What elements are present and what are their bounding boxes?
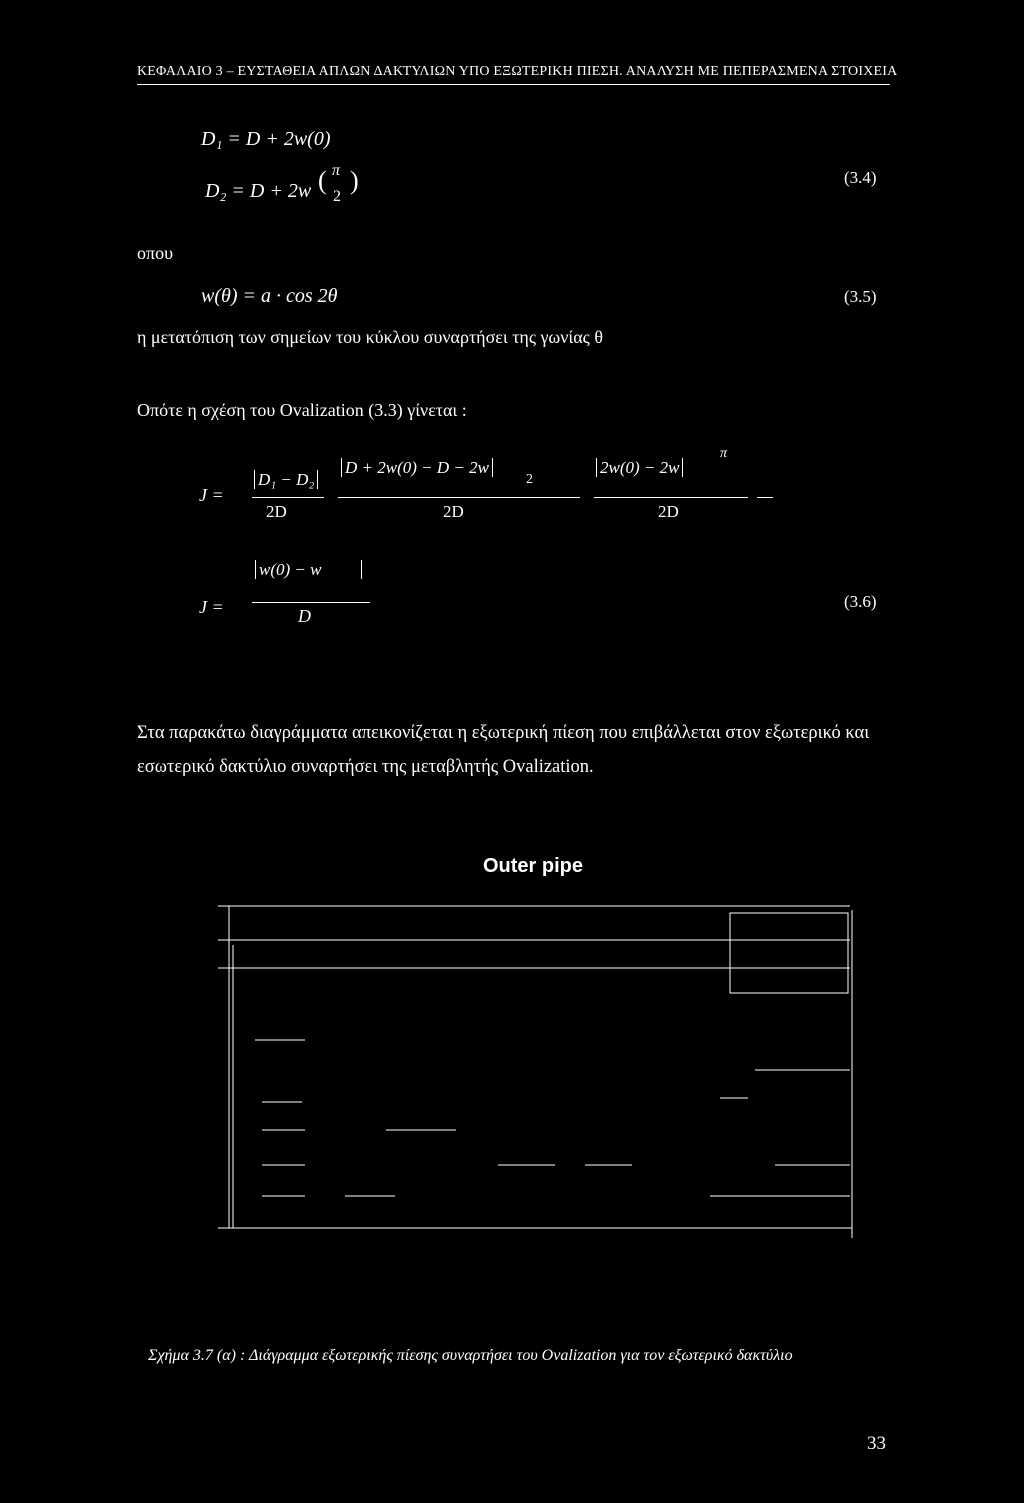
fraction-3-denominator: 2D bbox=[658, 502, 679, 521]
fraction-4-abs: w(0) − w bbox=[255, 560, 362, 579]
word-opou: οπου bbox=[137, 243, 173, 263]
equation-number-3-4: (3.4) bbox=[844, 168, 877, 187]
fraction-1-denominator: 2D bbox=[266, 502, 287, 521]
page-number: 33 bbox=[867, 1433, 886, 1454]
equation-number-3-5: (3.5) bbox=[844, 287, 877, 306]
fraction-2-denominator: 2D bbox=[443, 502, 464, 521]
paren-left: ( bbox=[318, 166, 327, 195]
equation-d2: D₂ = D + 2w bbox=[205, 180, 312, 202]
fraction-2-sub: 2 bbox=[526, 472, 533, 487]
fraction-4-denominator: D bbox=[298, 606, 311, 626]
equation-w-theta: w(θ) = a · cos 2θ bbox=[201, 285, 338, 307]
shift-description: η μετατόπιση των σημείων του κύκλου συναρτήσει της γωνίας θ bbox=[137, 327, 603, 347]
equation-d2-pi: π bbox=[332, 162, 341, 179]
equation-d2-two: 2 bbox=[333, 188, 341, 205]
equation-number-3-6: (3.6) bbox=[844, 592, 877, 611]
paren-right: ) bbox=[350, 166, 359, 195]
legend-box bbox=[730, 913, 848, 993]
fraction-3-abs: 2w(0) − 2w bbox=[596, 458, 683, 477]
fraction-2-abs: D + 2w(0) − D − 2w bbox=[341, 458, 493, 477]
fraction-1-abs: D₁ − D₂ bbox=[254, 470, 318, 489]
figure-caption: Σχήμα 3.7 (α) : Διάγραμμα εξωτερικής πίεσης συναρτήσει του Ovalization για τον εξωτερικό δακτύλιο bbox=[148, 1347, 793, 1364]
equation-j2-lhs: J = bbox=[199, 597, 224, 617]
chart-title: Outer pipe bbox=[483, 855, 584, 877]
equation-j-lhs: J = bbox=[199, 485, 224, 505]
equation-d1: D₁ = D + 2w(0) bbox=[201, 128, 331, 150]
body-paragraph: Στα παρακάτω διαγράμματα απεικονίζεται η εξωτερική πίεση που επιβάλλεται στον εξωτερικό και εσωτερικό δακτύλιο συναρτήσει της μεταβλητής Ovalization. bbox=[137, 723, 870, 777]
ovalization-intro: Οπότε η σχέση του Ovalization (3.3) γίνεται : bbox=[137, 400, 467, 420]
fraction-3-pi: π bbox=[720, 446, 728, 461]
running-header: ΚΕΦΑΛΑΙΟ 3 – ΕΥΣΤΑΘΕΙΑ ΑΠΛΩΝ ΔΑΚΤΥΛΙΩΝ ΥΠΟ ΕΞΩΤΕΡΙΚΗ ΠΙΕΣΗ. ΑΝΑΛΥΣΗ ΜΕ ΠΕΠΕΡΑΣΜΕΝΑ ΣΤΟΙΧΕΙΑ bbox=[137, 64, 890, 85]
